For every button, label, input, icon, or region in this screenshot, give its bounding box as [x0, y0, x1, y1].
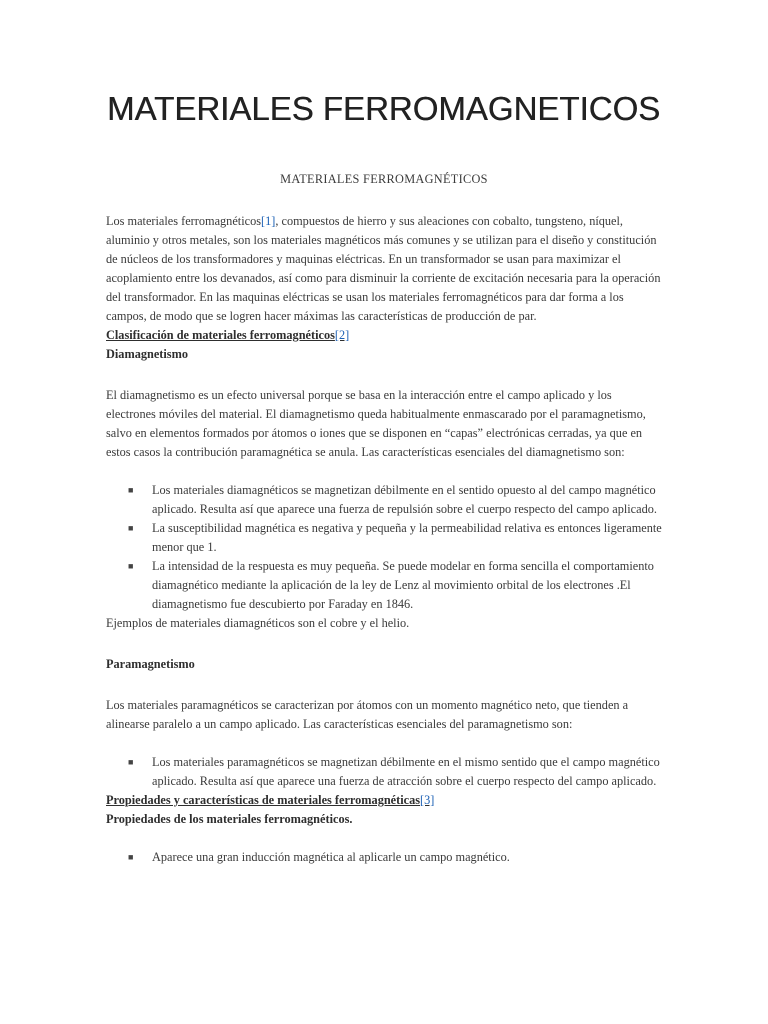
list-item-text: La intensidad de la respuesta es muy pequeña. Se puede modelar en forma sencilla el comportamiento diamagnético mediante la aplicación de la ley de Lenz al movimiento orbital de los electrones .El diamagnetismo fue descubierto por Faraday en 1846. [152, 559, 654, 611]
footnote-link-3[interactable]: [3] [420, 793, 435, 807]
square-bullet-icon: ■ [128, 852, 134, 862]
classification-heading [106, 326, 662, 345]
paramagnetismo-bullet-list [106, 753, 662, 791]
square-bullet-icon: ■ [128, 757, 134, 767]
list-item-text: Los materiales paramagnéticos se magnetizan débilmente en el mismo sentido que el campo magnético aplicado. Resulta así que aparece una fuerza de atracción sobre el cuerpo respecto del campo aplicado. [152, 755, 660, 788]
intro-text-start: Los materiales ferromagnéticos [106, 214, 262, 228]
paramagnetismo-heading [106, 655, 662, 674]
diamagnetismo-examples: Ejemplos de materiales diamagnéticos son el cobre y el helio. [106, 616, 410, 630]
diamagnetismo-paragraph: El diamagnetismo es un efecto universal porque se basa en la interacción entre el campo aplicado y los electrones móviles del material. El diamagnetismo queda habitualmente enmascarado por el paramagnetismo, salvo en elementos formados por átomos o iones que se disponen en “capas” electrónicas cerradas, ya que en estos casos la contribución paramagnética se anula. Las características esenciales del diamagnetismo son: [106, 388, 646, 459]
square-bullet-icon: ■ [128, 561, 134, 571]
properties-subheading-text: Propiedades de los materiales ferromagnéticos. [106, 812, 353, 826]
list-item-text: Aparece una gran inducción magnética al aplicarle un campo magnético. [152, 850, 510, 864]
footnote-link-1[interactable]: [1] [261, 214, 276, 228]
paramagnetismo-heading-text: Paramagnetismo [106, 657, 195, 671]
properties-heading [106, 791, 662, 810]
properties-bullet-list [106, 848, 662, 867]
list-item [128, 519, 662, 557]
diamagnetismo-heading-text: Diamagnetismo [106, 347, 188, 361]
intro-paragraph [106, 212, 662, 326]
document-body [106, 170, 662, 867]
properties-subheading [106, 810, 662, 829]
list-item-text: Los materiales diamagnéticos se magnetizan débilmente en el sentido opuesto al del campo magnético aplicado. Resulta así que aparece una fuerza de repulsión sobre el cuerpo respecto del campo aplicado. [152, 483, 657, 516]
diamagnetismo-heading [106, 345, 662, 364]
intro-text-end: , compuestos de hierro y sus aleaciones con cobalto, tungsteno, níquel, aluminio y otros metales, son los materiales magnéticos más comunes y se utilizan para el diseño y constitución de núcleos de los transformadores y maquinas eléctricas. En un transformador se usan para maximizar el acoplamiento entre los devanados, así como para disminuir la corriente de excitación necesaria para la operación del transformador. En las maquinas eléctricas se usan los materiales ferromagnéticos para dar forma a los campos, de modo que se logren hacer máximas las características de producción de par. [106, 214, 661, 323]
diamagnetismo-bullet-list [106, 481, 662, 614]
list-item [128, 848, 662, 867]
square-bullet-icon: ■ [128, 485, 134, 495]
classification-heading-text: Clasificación de materiales ferromagnéticos [106, 328, 335, 342]
document-subtitle: MATERIALES FERROMAGNÉTICOS [280, 172, 488, 186]
page-title: MATERIALES FERROMAGNETICOS [107, 90, 661, 127]
properties-heading-text: Propiedades y características de materiales ferromagnéticas [106, 793, 421, 807]
list-item-text: La susceptibilidad magnética es negativa y pequeña y la permeabilidad relativa es entonces ligeramente menor que 1. [152, 521, 662, 554]
paramagnetismo-paragraph: Los materiales paramagnéticos se caracterizan por átomos con un momento magnético neto, que tienden a alinearse paralelo a un campo aplicado. Las características esenciales del paramagnetismo son: [106, 698, 629, 731]
square-bullet-icon: ■ [128, 523, 134, 533]
list-item [128, 557, 662, 614]
list-item [128, 753, 662, 791]
footnote-link-2[interactable]: [2] [334, 328, 350, 342]
list-item [128, 481, 662, 519]
